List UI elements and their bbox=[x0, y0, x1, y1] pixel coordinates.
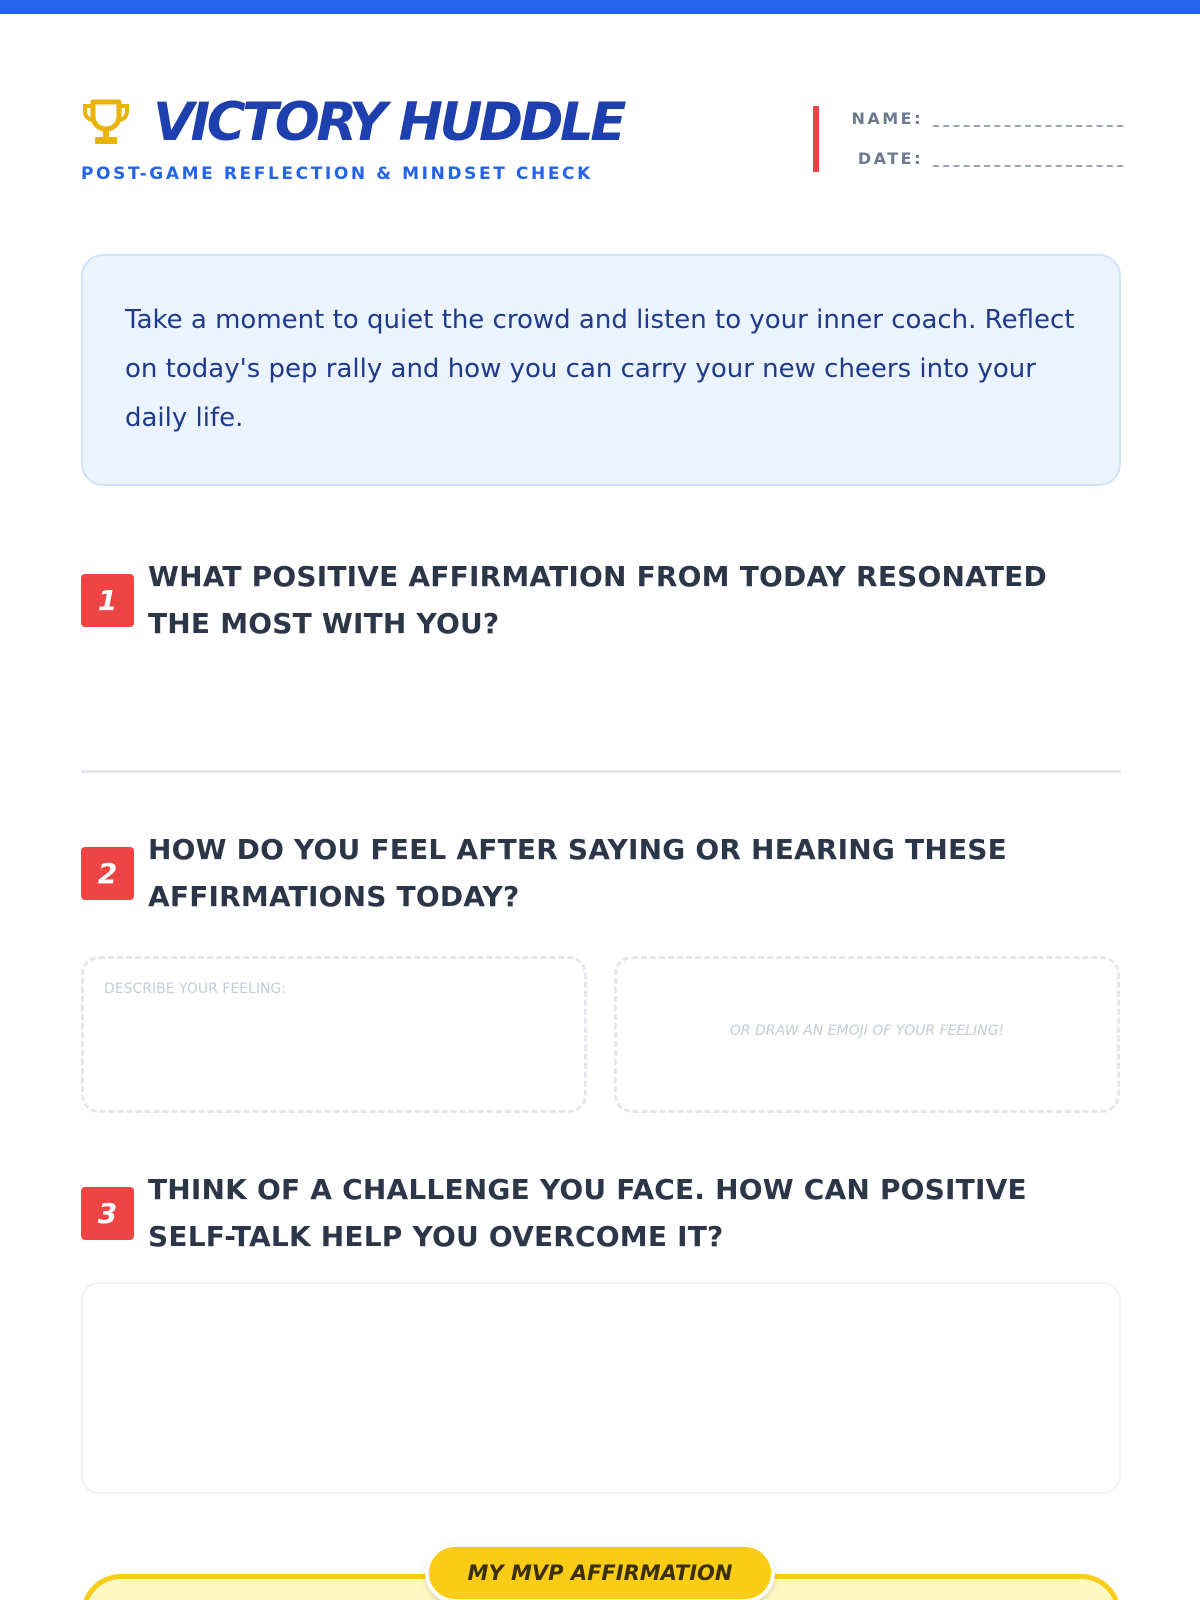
info-accent-bar bbox=[813, 106, 819, 172]
page-subtitle: POST-GAME REFLECTION & MINDSET CHECK bbox=[81, 164, 593, 184]
describe-feeling-label: DESCRIBE YOUR FEELING: bbox=[104, 981, 286, 997]
top-accent-bar bbox=[0, 0, 1200, 14]
page-header bbox=[81, 92, 1121, 196]
name-row bbox=[843, 106, 1123, 136]
answer-box-3[interactable] bbox=[81, 1282, 1121, 1494]
question-1-number: 1 bbox=[81, 574, 134, 627]
question-3-text: THINK OF A CHALLENGE YOU FACE. HOW CAN POSITIVE SELF-TALK HELP YOU OVERCOME IT? bbox=[148, 1173, 1027, 1253]
describe-feeling-box[interactable] bbox=[81, 956, 587, 1113]
trophy-icon bbox=[81, 98, 131, 148]
page-title: VICTORY HUDDLE bbox=[153, 92, 623, 153]
question-2-number: 2 bbox=[81, 847, 134, 900]
intro-text: Take a moment to quiet the crowd and listen to your inner coach. Reflect on today's pep rally and how you can carry your new cheers into your daily life. bbox=[125, 305, 1075, 433]
student-info bbox=[813, 106, 1123, 174]
intro-callout bbox=[81, 254, 1121, 486]
date-label: DATE: bbox=[857, 149, 923, 168]
mvp-affirmation-label: MY MVP AFFIRMATION bbox=[425, 1543, 775, 1600]
name-field[interactable] bbox=[933, 125, 1123, 127]
name-label: NAME: bbox=[851, 109, 923, 128]
question-1-text: WHAT POSITIVE AFFIRMATION FROM TODAY RESONATED THE MOST WITH YOU? bbox=[148, 560, 1047, 640]
emoji-drawing-box[interactable] bbox=[614, 956, 1120, 1113]
date-row bbox=[843, 146, 1123, 176]
emoji-hint: OR DRAW AN EMOJI OF YOUR FEELING! bbox=[729, 1023, 1005, 1039]
question-2-text: HOW DO YOU FEEL AFTER SAYING OR HEARING THESE AFFIRMATIONS TODAY? bbox=[148, 833, 1007, 913]
answer-line-1[interactable] bbox=[81, 770, 1121, 773]
date-field[interactable] bbox=[933, 165, 1123, 167]
question-3-number: 3 bbox=[81, 1187, 134, 1240]
